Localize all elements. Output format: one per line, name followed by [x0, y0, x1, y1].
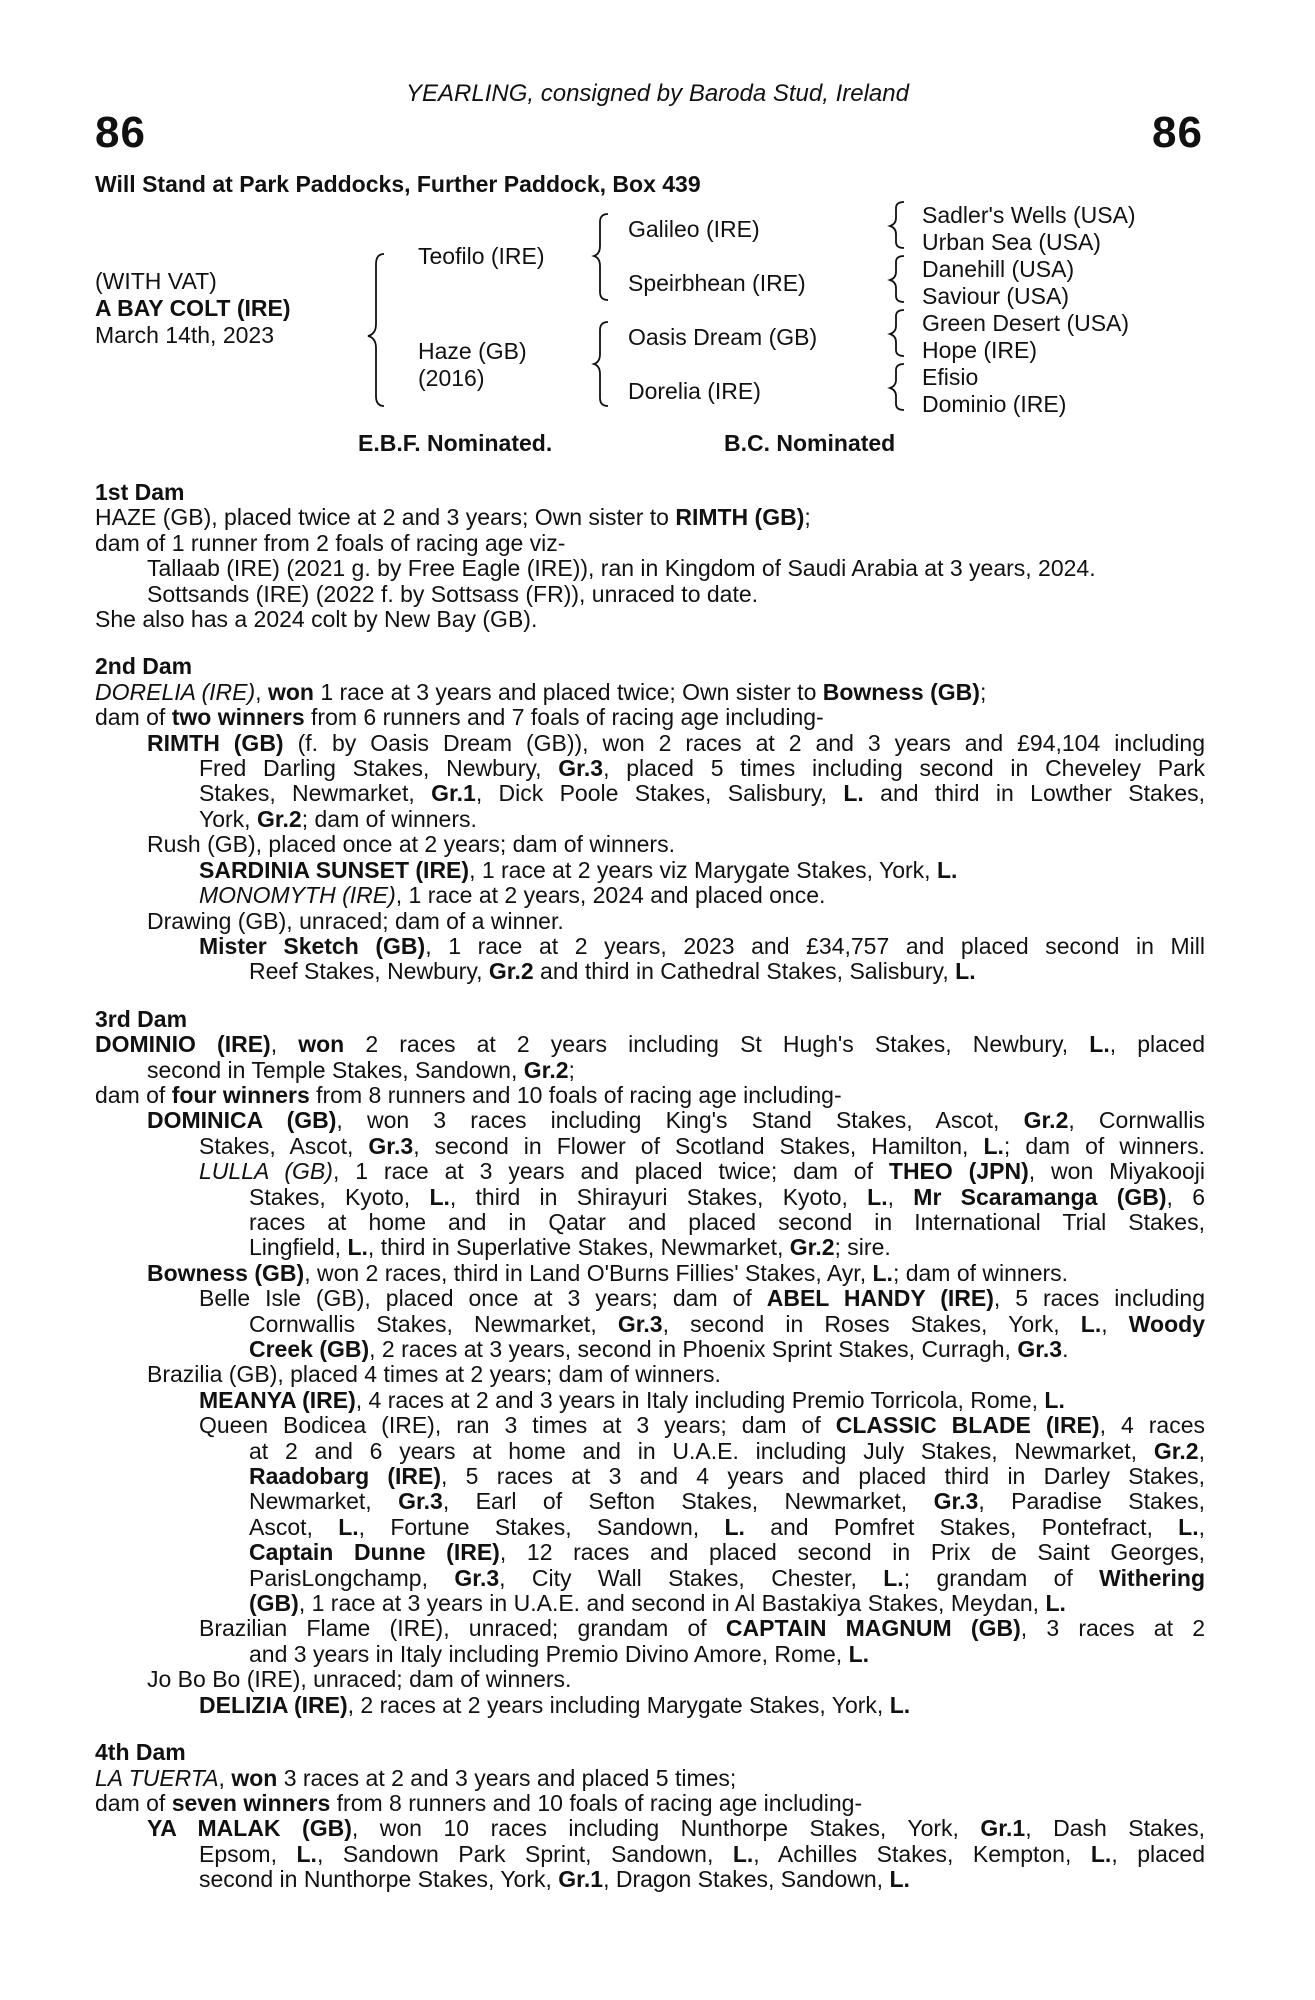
produce-entry-cont: Creek (GB), 2 races at 3 years, second in Phoenix Sprint Stakes, Curragh, Gr.3. [249, 1336, 1069, 1362]
ebf-nomination: E.B.F. Nominated. [358, 430, 553, 456]
produce-entry: Tallaab (IRE) (2021 g. by Free Eagle (IRE)), ran in Kingdom of Saudi Arabia at 3 years, 2024. [147, 555, 1096, 582]
g3-ancestor: Dominio (IRE) [922, 391, 1067, 417]
second-dam-section [95, 654, 1205, 984]
sire: Teofilo (IRE) [418, 243, 545, 269]
produce-entry-cont: ParisLongchamp, Gr.3, City Wall Stakes, Chester, L.; grandam of Withering [249, 1564, 1205, 1591]
sire-dam: Speirbhean (IRE) [628, 270, 806, 296]
g3-ancestor: Saviour (USA) [922, 283, 1069, 309]
stand-location: Will Stand at Park Paddocks, Further Paddock, Box 439 [95, 171, 701, 197]
dam-sire: Oasis Dream (GB) [628, 324, 818, 350]
vat-note: (WITH VAT) [95, 268, 217, 294]
produce-entry: Drawing (GB), unraced; dam of a winner. [147, 907, 564, 934]
section-heading: 2nd Dam [95, 653, 193, 680]
produce-entry: Queen Bodicea (IRE), ran 3 times at 3 years; dam of CLASSIC BLADE (IRE), 4 races [199, 1412, 1205, 1439]
consignment-line: YEARLING, consigned by Baroda Stud, Ireland [406, 80, 909, 107]
produce-entry-cont: Stakes, Newmarket, Gr.1, Dick Poole Stakes, Salisbury, L. and third in Lowther Stakes, [199, 780, 1206, 807]
produce-entry-cont: at 2 and 6 years at home and in U.A.E. including July Stakes, Newmarket, Gr.2, [249, 1437, 1205, 1464]
produce-entry: Rush (GB), placed once at 2 years; dam of winners. [147, 831, 675, 858]
produce-entry-cont: Fred Darling Stakes, Newbury, Gr.3, placed 5 times including second in Cheveley Park [199, 755, 1205, 782]
produce-entry: Mister Sketch (GB), 1 race at 2 years, 2023 and £34,757 and placed second in Mill [199, 932, 1205, 959]
g3-ancestor: Efisio [922, 364, 979, 390]
section-heading: 1st Dam [95, 479, 185, 505]
produce-entry-cont: Reef Stakes, Newbury, Gr.2 and third in Cathedral Stakes, Salisbury, L. [249, 958, 976, 985]
third-dam-section [95, 1007, 1205, 1718]
dam-dam: Dorelia (IRE) [628, 378, 761, 404]
produce-entry-cont: Stakes, Kyoto, L., third in Shirayuri Stakes, Kyoto, L., Mr Scaramanga (GB), 6 [249, 1183, 1205, 1210]
produce-entry: RIMTH (GB) (f. by Oasis Dream (GB)), won 2 races at 2 and 3 years and £94,104 including [147, 729, 1205, 756]
produce-entry: Jo Bo Bo (IRE), unraced; dam of winners. [147, 1666, 572, 1693]
produce-entry: Sottsands (IRE) (2022 f. by Sottsass (FR)), unraced to date. [147, 580, 759, 607]
dam-line: DOMINIO (IRE), won 2 races at 2 years including St Hugh's Stakes, Newbury, L., placed [95, 1031, 1205, 1058]
fourth-dam-section [95, 1740, 1205, 1892]
produce-entry-cont: (GB), 1 race at 3 years in U.A.E. and second in Al Bastakiya Stakes, Meydan, L. [249, 1590, 1066, 1617]
produce-entry: Bowness (GB), won 2 races, third in Land O'Burns Fillies' Stakes, Ayr, L.; dam of winners. [147, 1259, 1069, 1286]
produce-summary: dam of two winners from 6 runners and 7 foals of racing age including- [95, 704, 824, 731]
produce-entry: LULLA (GB), 1 race at 3 years and placed twice; dam of THEO (JPN), won Miyakooji [199, 1158, 1206, 1185]
g3-ancestor: Sadler's Wells (USA) [922, 202, 1136, 228]
produce-entry-cont: Captain Dunne (IRE), 12 races and placed second in Prix de Saint Georges, [249, 1539, 1205, 1566]
foaling-date: March 14th, 2023 [95, 322, 275, 348]
g3-ancestor: Danehill (USA) [922, 256, 1075, 282]
dam-line: HAZE (GB), placed twice at 2 and 3 years; Own sister to RIMTH (GB); [95, 504, 811, 531]
g3-ancestor: Hope (IRE) [922, 337, 1038, 363]
first-dam-section [95, 480, 1205, 632]
dam-line: DORELIA (IRE), won 1 race at 3 years and placed twice; Own sister to Bowness (GB); [95, 678, 987, 705]
produce-entry: DELIZIA (IRE), 2 races at 2 years including Marygate Stakes, York, L. [199, 1691, 911, 1718]
produce-entry-cont: Lingfield, L., third in Superlative Stakes, Newmarket, Gr.2; sire. [249, 1234, 891, 1261]
lot-number-left: 86 [95, 108, 146, 157]
dam-foaled-year: (2016) [418, 365, 485, 391]
produce-summary: dam of 1 runner from 2 foals of racing age viz- [95, 529, 566, 556]
produce-entry-cont: and 3 years in Italy including Premio Divino Amore, Rome, L. [249, 1640, 870, 1667]
produce-note: She also has a 2024 colt by New Bay (GB). [95, 606, 538, 633]
produce-summary: dam of four winners from 8 runners and 10 foals of racing age including- [95, 1081, 842, 1108]
produce-entry: SARDINIA SUNSET (IRE), 1 race at 2 years viz Marygate Stakes, York, L. [199, 856, 958, 883]
dam-line: LA TUERTA, won 3 races at 2 and 3 years and placed 5 times; [95, 1764, 737, 1791]
bc-nomination: B.C. Nominated [724, 430, 896, 456]
g3-ancestor: Green Desert (USA) [922, 310, 1130, 336]
produce-entry: MONOMYTH (IRE), 1 race at 2 years, 2024 and placed once. [199, 882, 826, 909]
produce-entry: Brazilia (GB), placed 4 times at 2 years; dam of winners. [147, 1361, 721, 1388]
produce-entry-cont: Epsom, L., Sandown Park Sprint, Sandown, L., Achilles Stakes, Kempton, L., placed [199, 1840, 1205, 1867]
produce-entry-cont: Cornwallis Stakes, Newmarket, Gr.3, second in Roses Stakes, York, L., Woody [249, 1310, 1205, 1337]
produce-entry: DOMINICA (GB), won 3 races including King's Stand Stakes, Ascot, Gr.2, Cornwallis [147, 1107, 1206, 1134]
dam-line-cont: second in Temple Stakes, Sandown, Gr.2; [147, 1056, 575, 1083]
sire-sire: Galileo (IRE) [628, 216, 760, 242]
produce-entry: MEANYA (IRE), 4 races at 2 and 3 years in Italy including Premio Torricola, Rome, L. [199, 1386, 1065, 1413]
lot-title: A BAY COLT (IRE) [95, 295, 291, 321]
lot-number-right: 86 [1152, 108, 1203, 157]
g3-ancestor: Urban Sea (USA) [922, 229, 1101, 255]
section-heading: 3rd Dam [95, 1005, 188, 1032]
produce-entry: YA MALAK (GB), won 10 races including Nunthorpe Stakes, York, Gr.1, Dash Stakes, [147, 1815, 1205, 1842]
produce-entry: Belle Isle (GB), placed once at 3 years; dam of ABEL HANDY (IRE), 5 races including [199, 1285, 1205, 1312]
produce-entry-cont: second in Nunthorpe Stakes, York, Gr.1, Dragon Stakes, Sandown, L. [199, 1866, 910, 1893]
produce-summary: dam of seven winners from 8 runners and 10 foals of racing age including- [95, 1789, 863, 1816]
produce-entry: Brazilian Flame (IRE), unraced; grandam of CAPTAIN MAGNUM (GB), 3 races at 2 [199, 1615, 1205, 1642]
dam-produce-record [95, 480, 1205, 1893]
produce-entry-cont: York, Gr.2; dam of winners. [199, 805, 477, 832]
produce-entry-cont: Stakes, Ascot, Gr.3, second in Flower of Scotland Stakes, Hamilton, L.; dam of winners. [199, 1132, 1205, 1159]
produce-entry-cont: races at home and in Qatar and placed second in International Trial Stakes, [249, 1208, 1205, 1235]
produce-entry-cont: Ascot, L., Fortune Stakes, Sandown, L. and Pomfret Stakes, Pontefract, L., [249, 1513, 1205, 1540]
produce-entry-cont: Raadobarg (IRE), 5 races at 3 and 4 years and placed third in Darley Stakes, [249, 1463, 1205, 1490]
produce-entry-cont: Newmarket, Gr.3, Earl of Sefton Stakes, Newmarket, Gr.3, Paradise Stakes, [249, 1488, 1205, 1515]
section-heading: 4th Dam [95, 1739, 186, 1766]
dam: Haze (GB) [418, 338, 527, 364]
